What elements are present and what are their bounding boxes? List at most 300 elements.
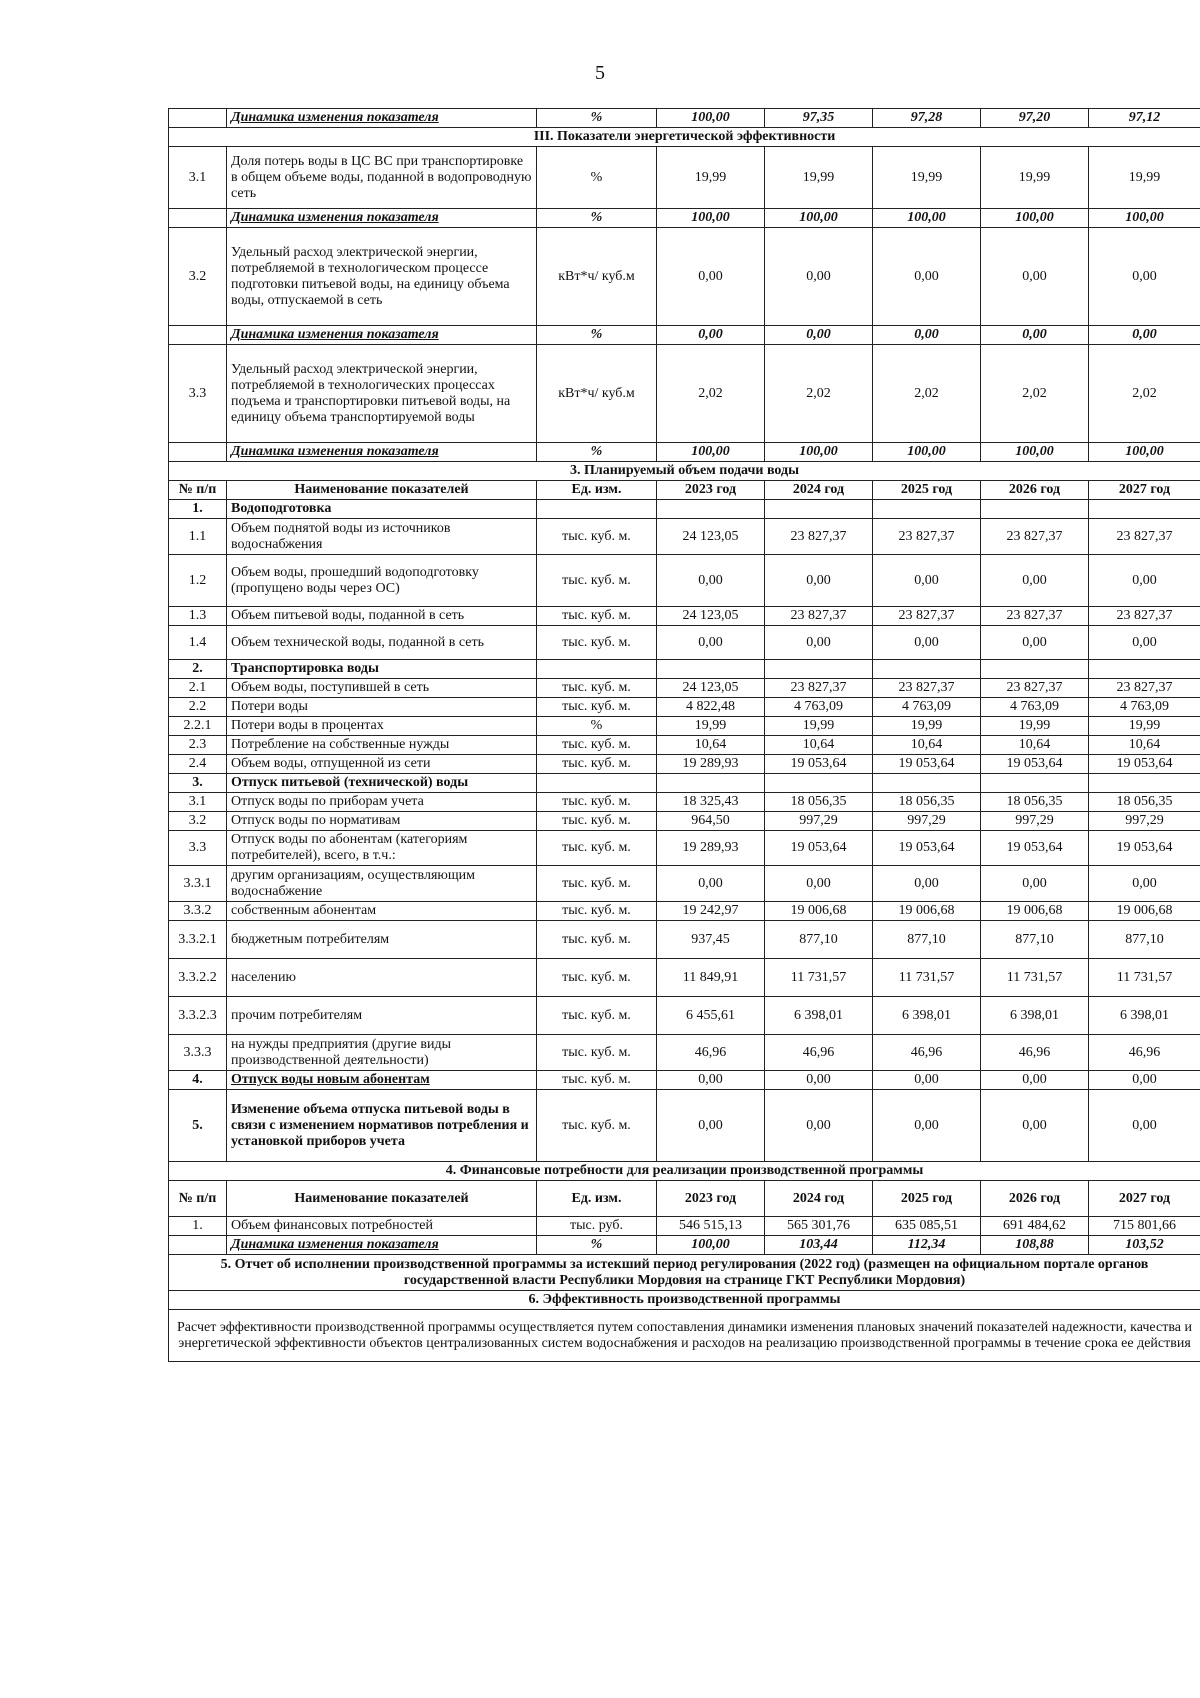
row-value-2024: 46,96 bbox=[765, 1035, 873, 1071]
row-name: Отпуск воды новым абонентам bbox=[227, 1071, 537, 1090]
volume-row bbox=[169, 866, 1200, 902]
volume-row bbox=[169, 660, 1200, 679]
row-value-2023: 0,00 bbox=[657, 626, 765, 660]
efficiency-text-row bbox=[169, 1310, 1200, 1362]
column-header: 2026 год bbox=[981, 1181, 1089, 1217]
row-unit: кВт*ч/ куб.м bbox=[537, 228, 657, 326]
row-value-2027: 19,99 bbox=[1089, 147, 1200, 209]
row-value-2025: 11 731,57 bbox=[873, 959, 981, 997]
row-number: 1.3 bbox=[169, 607, 227, 626]
volume-row bbox=[169, 1090, 1200, 1162]
dynamics-label: Динамика изменения показателя bbox=[227, 209, 537, 228]
dynamics-row bbox=[169, 1236, 1200, 1255]
row-value-2027: 19 053,64 bbox=[1089, 755, 1200, 774]
volume-row bbox=[169, 698, 1200, 717]
column-header: Ед. изм. bbox=[537, 481, 657, 500]
row-value-2025: 10,64 bbox=[873, 736, 981, 755]
volume-row bbox=[169, 793, 1200, 812]
dynamics-label: Динамика изменения показателя bbox=[227, 109, 537, 128]
dynamics-value-2023: 100,00 bbox=[657, 209, 765, 228]
row-value-2027: 0,00 bbox=[1089, 866, 1200, 902]
row-value-2026: 2,02 bbox=[981, 345, 1089, 443]
row-value-2023: 19 289,93 bbox=[657, 755, 765, 774]
column-header: Ед. изм. bbox=[537, 1181, 657, 1217]
row-value-2023: 937,45 bbox=[657, 921, 765, 959]
row-value-2024: 0,00 bbox=[765, 866, 873, 902]
row-unit: тыс. куб. м. bbox=[537, 755, 657, 774]
row-value-2025 bbox=[873, 774, 981, 793]
row-value-2026: 19,99 bbox=[981, 717, 1089, 736]
row-unit: тыс. куб. м. bbox=[537, 1035, 657, 1071]
column-header: № п/п bbox=[169, 481, 227, 500]
dynamics-value-2024: 103,44 bbox=[765, 1236, 873, 1255]
volume-row bbox=[169, 997, 1200, 1035]
row-value-2024: 23 827,37 bbox=[765, 607, 873, 626]
dynamics-unit: % bbox=[537, 109, 657, 128]
row-value-2024: 4 763,09 bbox=[765, 698, 873, 717]
row-value-2025: 19,99 bbox=[873, 717, 981, 736]
row-value-2027: 997,29 bbox=[1089, 812, 1200, 831]
row-value-2025: 4 763,09 bbox=[873, 698, 981, 717]
row-value-2027 bbox=[1089, 774, 1200, 793]
row-value-2026: 0,00 bbox=[981, 626, 1089, 660]
volume-row bbox=[169, 902, 1200, 921]
dynamics-value-2025: 0,00 bbox=[873, 326, 981, 345]
row-value-2023: 2,02 bbox=[657, 345, 765, 443]
row-value-2027 bbox=[1089, 660, 1200, 679]
row-value-2023: 19,99 bbox=[657, 147, 765, 209]
row-name: Объем финансовых потребностей bbox=[227, 1217, 537, 1236]
row-value-2026: 6 398,01 bbox=[981, 997, 1089, 1035]
row-value-2024: 565 301,76 bbox=[765, 1217, 873, 1236]
energy-row bbox=[169, 147, 1200, 209]
row-unit bbox=[537, 660, 657, 679]
dynamics-value-2023: 100,00 bbox=[657, 109, 765, 128]
volume-row bbox=[169, 717, 1200, 736]
row-value-2024 bbox=[765, 660, 873, 679]
row-number: 3.3.2 bbox=[169, 902, 227, 921]
row-value-2023: 19 289,93 bbox=[657, 831, 765, 866]
row-number: 2.1 bbox=[169, 679, 227, 698]
dynamics-value-2027: 0,00 bbox=[1089, 326, 1200, 345]
row-value-2026: 23 827,37 bbox=[981, 607, 1089, 626]
row-value-2023: 0,00 bbox=[657, 1090, 765, 1162]
row-value-2024: 19,99 bbox=[765, 147, 873, 209]
row-value-2027: 0,00 bbox=[1089, 1071, 1200, 1090]
row-value-2024: 19,99 bbox=[765, 717, 873, 736]
row-name: Удельный расход электрической энергии, потребляемой в технологических процессах подъема и транспортировки питьевой воды, на единицу объема транспортируемой воды bbox=[227, 345, 537, 443]
dynamics-value-2026: 100,00 bbox=[981, 443, 1089, 462]
section-header-volume bbox=[169, 462, 1200, 481]
energy-row bbox=[169, 345, 1200, 443]
dynamics-value-2023: 100,00 bbox=[657, 443, 765, 462]
row-value-2025 bbox=[873, 660, 981, 679]
row-value-2024: 19 006,68 bbox=[765, 902, 873, 921]
column-header: 2024 год bbox=[765, 1181, 873, 1217]
row-value-2024: 997,29 bbox=[765, 812, 873, 831]
column-header: 2024 год bbox=[765, 481, 873, 500]
section-header-finance bbox=[169, 1162, 1200, 1181]
column-header: 2027 год bbox=[1089, 481, 1200, 500]
row-value-2026: 0,00 bbox=[981, 866, 1089, 902]
row-name: Удельный расход электрической энергии, потребляемой в технологическом процессе подготовки питьевой воды, на единицу объема воды, отпускаемой в сеть bbox=[227, 228, 537, 326]
row-unit: тыс. куб. м. bbox=[537, 626, 657, 660]
row-value-2025: 18 056,35 bbox=[873, 793, 981, 812]
row-value-2026: 4 763,09 bbox=[981, 698, 1089, 717]
row-value-2023: 46,96 bbox=[657, 1035, 765, 1071]
section-title: 4. Финансовые потребности для реализации производственной программы bbox=[169, 1162, 1200, 1181]
row-value-2024: 23 827,37 bbox=[765, 679, 873, 698]
dynamics-value-2025: 112,34 bbox=[873, 1236, 981, 1255]
row-value-2026 bbox=[981, 774, 1089, 793]
row-value-2026: 23 827,37 bbox=[981, 519, 1089, 555]
row-number: 3.1 bbox=[169, 793, 227, 812]
row-value-2024: 2,02 bbox=[765, 345, 873, 443]
row-name: на нужды предприятия (другие виды производственной деятельности) bbox=[227, 1035, 537, 1071]
row-value-2023: 10,64 bbox=[657, 736, 765, 755]
row-value-2025: 635 085,51 bbox=[873, 1217, 981, 1236]
row-number: 3.3.2.1 bbox=[169, 921, 227, 959]
row-value-2023: 11 849,91 bbox=[657, 959, 765, 997]
dynamics-value-2026: 100,00 bbox=[981, 209, 1089, 228]
dynamics-unit: % bbox=[537, 209, 657, 228]
dynamics-unit: % bbox=[537, 326, 657, 345]
document-table-container bbox=[168, 108, 1200, 1362]
row-value-2026: 19 053,64 bbox=[981, 831, 1089, 866]
row-unit: тыс. куб. м. bbox=[537, 831, 657, 866]
row-value-2027 bbox=[1089, 500, 1200, 519]
row-value-2027: 23 827,37 bbox=[1089, 607, 1200, 626]
row-value-2025: 19 053,64 bbox=[873, 831, 981, 866]
row-value-2025: 877,10 bbox=[873, 921, 981, 959]
volume-row bbox=[169, 500, 1200, 519]
column-header: 2025 год bbox=[873, 1181, 981, 1217]
row-value-2023: 0,00 bbox=[657, 1071, 765, 1090]
row-value-2025 bbox=[873, 500, 981, 519]
row-value-2024: 10,64 bbox=[765, 736, 873, 755]
row-value-2024: 0,00 bbox=[765, 1090, 873, 1162]
volume-row bbox=[169, 959, 1200, 997]
row-value-2025: 0,00 bbox=[873, 228, 981, 326]
column-header: Наименование показателей bbox=[227, 1181, 537, 1217]
row-value-2025: 23 827,37 bbox=[873, 679, 981, 698]
dynamics-value-2023: 0,00 bbox=[657, 326, 765, 345]
row-value-2023 bbox=[657, 660, 765, 679]
row-value-2026: 877,10 bbox=[981, 921, 1089, 959]
row-value-2025: 0,00 bbox=[873, 626, 981, 660]
row-name: Потери воды bbox=[227, 698, 537, 717]
row-value-2027: 10,64 bbox=[1089, 736, 1200, 755]
row-value-2023: 24 123,05 bbox=[657, 519, 765, 555]
section-header-efficiency bbox=[169, 1291, 1200, 1310]
row-number: 1.2 bbox=[169, 555, 227, 607]
row-number: 3.2 bbox=[169, 812, 227, 831]
row-value-2026: 23 827,37 bbox=[981, 679, 1089, 698]
row-value-2027: 877,10 bbox=[1089, 921, 1200, 959]
row-name: прочим потребителям bbox=[227, 997, 537, 1035]
row-value-2027: 23 827,37 bbox=[1089, 519, 1200, 555]
finance-row bbox=[169, 1217, 1200, 1236]
row-value-2027: 0,00 bbox=[1089, 626, 1200, 660]
row-unit bbox=[537, 500, 657, 519]
row-number: 2. bbox=[169, 660, 227, 679]
row-value-2025: 19,99 bbox=[873, 147, 981, 209]
row-value-2023: 964,50 bbox=[657, 812, 765, 831]
row-value-2027: 6 398,01 bbox=[1089, 997, 1200, 1035]
dynamics-value-2026: 0,00 bbox=[981, 326, 1089, 345]
row-unit: тыс. куб. м. bbox=[537, 997, 657, 1035]
volume-row bbox=[169, 679, 1200, 698]
section-title: 3. Планируемый объем подачи воды bbox=[169, 462, 1200, 481]
row-value-2025: 46,96 bbox=[873, 1035, 981, 1071]
dynamics-value-2026: 108,88 bbox=[981, 1236, 1089, 1255]
row-value-2026: 10,64 bbox=[981, 736, 1089, 755]
row-unit: тыс. куб. м. bbox=[537, 866, 657, 902]
row-name: Отпуск воды по абонентам (категориям потребителей), всего, в т.ч.: bbox=[227, 831, 537, 866]
dynamics-value-2024: 100,00 bbox=[765, 209, 873, 228]
row-value-2023: 19,99 bbox=[657, 717, 765, 736]
row-value-2024 bbox=[765, 774, 873, 793]
dynamics-value-2025: 100,00 bbox=[873, 443, 981, 462]
dynamics-row bbox=[169, 209, 1200, 228]
row-number: 1.4 bbox=[169, 626, 227, 660]
volume-row bbox=[169, 555, 1200, 607]
row-value-2024: 0,00 bbox=[765, 555, 873, 607]
row-number: 4. bbox=[169, 1071, 227, 1090]
row-value-2027: 46,96 bbox=[1089, 1035, 1200, 1071]
row-value-2024 bbox=[765, 500, 873, 519]
section-header-energy bbox=[169, 128, 1200, 147]
row-name: Транспортировка воды bbox=[227, 660, 537, 679]
row-unit: % bbox=[537, 147, 657, 209]
row-value-2027: 0,00 bbox=[1089, 555, 1200, 607]
efficiency-text: Расчет эффективности производственной программы осуществляется путем сопоставления динамики изменения плановых значений показателей надежности, качества и энергетической эффективности объектов централизованных систем водоснабжения и расходов на реализацию производственной программы в течение срока ее действия bbox=[169, 1310, 1200, 1362]
row-unit bbox=[537, 774, 657, 793]
row-number bbox=[169, 443, 227, 462]
dynamics-unit: % bbox=[537, 443, 657, 462]
row-value-2023: 4 822,48 bbox=[657, 698, 765, 717]
row-number: 5. bbox=[169, 1090, 227, 1162]
row-number bbox=[169, 1236, 227, 1255]
row-value-2023: 24 123,05 bbox=[657, 607, 765, 626]
column-header-row bbox=[169, 481, 1200, 500]
row-value-2026: 19 053,64 bbox=[981, 755, 1089, 774]
row-name: Отпуск питьевой (технической) воды bbox=[227, 774, 537, 793]
row-value-2025: 23 827,37 bbox=[873, 519, 981, 555]
dynamics-value-2025: 100,00 bbox=[873, 209, 981, 228]
row-value-2025: 23 827,37 bbox=[873, 607, 981, 626]
row-number: 3.2 bbox=[169, 228, 227, 326]
row-name: бюджетным потребителям bbox=[227, 921, 537, 959]
row-value-2027: 0,00 bbox=[1089, 1090, 1200, 1162]
row-value-2023: 546 515,13 bbox=[657, 1217, 765, 1236]
column-header: 2025 год bbox=[873, 481, 981, 500]
dynamics-value-2024: 100,00 bbox=[765, 443, 873, 462]
section-title: III. Показатели энергетической эффективности bbox=[169, 128, 1200, 147]
volume-row bbox=[169, 921, 1200, 959]
row-name: Объем технической воды, поданной в сеть bbox=[227, 626, 537, 660]
row-unit: % bbox=[537, 717, 657, 736]
row-value-2027: 19 006,68 bbox=[1089, 902, 1200, 921]
row-value-2026: 691 484,62 bbox=[981, 1217, 1089, 1236]
row-value-2026: 0,00 bbox=[981, 1071, 1089, 1090]
row-number: 3.3.3 bbox=[169, 1035, 227, 1071]
column-header: 2027 год bbox=[1089, 1181, 1200, 1217]
row-name: Потери воды в процентах bbox=[227, 717, 537, 736]
row-number: 1.1 bbox=[169, 519, 227, 555]
row-name: Объем воды, поступившей в сеть bbox=[227, 679, 537, 698]
column-header: 2023 год bbox=[657, 481, 765, 500]
row-unit: тыс. куб. м. bbox=[537, 959, 657, 997]
row-value-2024: 877,10 bbox=[765, 921, 873, 959]
row-name: Объем питьевой воды, поданной в сеть bbox=[227, 607, 537, 626]
volume-row bbox=[169, 736, 1200, 755]
dynamics-row bbox=[169, 326, 1200, 345]
volume-row bbox=[169, 831, 1200, 866]
volume-row bbox=[169, 1035, 1200, 1071]
row-name: Водоподготовка bbox=[227, 500, 537, 519]
row-value-2023: 0,00 bbox=[657, 228, 765, 326]
row-value-2026 bbox=[981, 660, 1089, 679]
row-number: 2.4 bbox=[169, 755, 227, 774]
row-number: 2.3 bbox=[169, 736, 227, 755]
row-value-2023: 18 325,43 bbox=[657, 793, 765, 812]
dynamics-value-2027: 103,52 bbox=[1089, 1236, 1200, 1255]
row-number: 3.3.2.3 bbox=[169, 997, 227, 1035]
row-value-2026: 0,00 bbox=[981, 228, 1089, 326]
row-value-2024: 23 827,37 bbox=[765, 519, 873, 555]
dynamics-value-2027: 100,00 bbox=[1089, 443, 1200, 462]
row-number: 2.2 bbox=[169, 698, 227, 717]
row-value-2023: 0,00 bbox=[657, 866, 765, 902]
row-value-2025: 0,00 bbox=[873, 1090, 981, 1162]
row-value-2024: 6 398,01 bbox=[765, 997, 873, 1035]
row-value-2026: 11 731,57 bbox=[981, 959, 1089, 997]
row-unit: тыс. куб. м. bbox=[537, 607, 657, 626]
volume-row bbox=[169, 607, 1200, 626]
dynamics-label: Динамика изменения показателя bbox=[227, 1236, 537, 1255]
volume-row bbox=[169, 812, 1200, 831]
row-name: Объем воды, прошедший водоподготовку (пропущено воды через ОС) bbox=[227, 555, 537, 607]
row-value-2026 bbox=[981, 500, 1089, 519]
volume-row bbox=[169, 626, 1200, 660]
row-number: 1. bbox=[169, 1217, 227, 1236]
row-value-2026: 0,00 bbox=[981, 555, 1089, 607]
row-value-2025: 0,00 bbox=[873, 866, 981, 902]
report-title: 5. Отчет об исполнении производственной программы за истекший период регулирования (2022 год) (размещен на официальном портале органов государственной власти Республики Мордовия на странице ГКТ Республики Мордовия) bbox=[169, 1255, 1200, 1291]
row-unit: тыс. куб. м. bbox=[537, 519, 657, 555]
row-number: 3.3.1 bbox=[169, 866, 227, 902]
row-value-2025: 997,29 bbox=[873, 812, 981, 831]
row-value-2024: 18 056,35 bbox=[765, 793, 873, 812]
row-value-2023: 6 455,61 bbox=[657, 997, 765, 1035]
row-value-2024: 0,00 bbox=[765, 626, 873, 660]
row-value-2024: 19 053,64 bbox=[765, 831, 873, 866]
row-value-2025: 19 006,68 bbox=[873, 902, 981, 921]
dynamics-row bbox=[169, 443, 1200, 462]
volume-row bbox=[169, 519, 1200, 555]
row-number: 3.3.2.2 bbox=[169, 959, 227, 997]
row-value-2027: 11 731,57 bbox=[1089, 959, 1200, 997]
row-value-2025: 0,00 bbox=[873, 1071, 981, 1090]
row-value-2025: 0,00 bbox=[873, 555, 981, 607]
row-unit: тыс. куб. м. bbox=[537, 793, 657, 812]
row-value-2027: 23 827,37 bbox=[1089, 679, 1200, 698]
row-value-2027: 0,00 bbox=[1089, 228, 1200, 326]
row-unit: кВт*ч/ куб.м bbox=[537, 345, 657, 443]
row-value-2023 bbox=[657, 500, 765, 519]
row-name: Потребление на собственные нужды bbox=[227, 736, 537, 755]
row-number: 3. bbox=[169, 774, 227, 793]
row-value-2024: 11 731,57 bbox=[765, 959, 873, 997]
row-unit: тыс. куб. м. bbox=[537, 555, 657, 607]
dynamics-row bbox=[169, 109, 1200, 128]
row-number: 2.2.1 bbox=[169, 717, 227, 736]
dynamics-value-2026: 97,20 bbox=[981, 109, 1089, 128]
dynamics-value-2027: 97,12 bbox=[1089, 109, 1200, 128]
row-unit: тыс. куб. м. bbox=[537, 698, 657, 717]
column-header: № п/п bbox=[169, 1181, 227, 1217]
row-value-2027: 715 801,66 bbox=[1089, 1217, 1200, 1236]
dynamics-value-2025: 97,28 bbox=[873, 109, 981, 128]
row-value-2024: 19 053,64 bbox=[765, 755, 873, 774]
row-value-2027: 18 056,35 bbox=[1089, 793, 1200, 812]
row-value-2025: 6 398,01 bbox=[873, 997, 981, 1035]
row-unit: тыс. руб. bbox=[537, 1217, 657, 1236]
section-report bbox=[169, 1255, 1200, 1291]
dynamics-value-2024: 97,35 bbox=[765, 109, 873, 128]
dynamics-unit: % bbox=[537, 1236, 657, 1255]
energy-row bbox=[169, 228, 1200, 326]
row-name: Объем поднятой воды из источников водоснабжения bbox=[227, 519, 537, 555]
row-name: Изменение объема отпуска питьевой воды в связи с изменением нормативов потребления и установкой приборов учета bbox=[227, 1090, 537, 1162]
row-number: 1. bbox=[169, 500, 227, 519]
row-name: населению bbox=[227, 959, 537, 997]
row-value-2026: 19,99 bbox=[981, 147, 1089, 209]
page-number: 5 bbox=[595, 62, 605, 84]
row-number: 3.3 bbox=[169, 831, 227, 866]
column-header: Наименование показателей bbox=[227, 481, 537, 500]
dynamics-value-2024: 0,00 bbox=[765, 326, 873, 345]
volume-row bbox=[169, 1071, 1200, 1090]
row-name: Отпуск воды по нормативам bbox=[227, 812, 537, 831]
row-name: собственным абонентам bbox=[227, 902, 537, 921]
dynamics-label: Динамика изменения показателя bbox=[227, 443, 537, 462]
row-value-2026: 18 056,35 bbox=[981, 793, 1089, 812]
row-value-2026: 997,29 bbox=[981, 812, 1089, 831]
row-number: 3.1 bbox=[169, 147, 227, 209]
row-value-2024: 0,00 bbox=[765, 1071, 873, 1090]
row-name: Объем воды, отпущенной из сети bbox=[227, 755, 537, 774]
row-number bbox=[169, 109, 227, 128]
row-value-2023 bbox=[657, 774, 765, 793]
row-value-2025: 19 053,64 bbox=[873, 755, 981, 774]
dynamics-label: Динамика изменения показателя bbox=[227, 326, 537, 345]
row-number bbox=[169, 209, 227, 228]
finance-header-row bbox=[169, 1181, 1200, 1217]
row-value-2027: 19,99 bbox=[1089, 717, 1200, 736]
program-table bbox=[168, 108, 1200, 1362]
row-value-2027: 2,02 bbox=[1089, 345, 1200, 443]
row-value-2024: 0,00 bbox=[765, 228, 873, 326]
row-unit: тыс. куб. м. bbox=[537, 736, 657, 755]
row-unit: тыс. куб. м. bbox=[537, 902, 657, 921]
dynamics-value-2027: 100,00 bbox=[1089, 209, 1200, 228]
row-unit: тыс. куб. м. bbox=[537, 1090, 657, 1162]
row-value-2025: 2,02 bbox=[873, 345, 981, 443]
row-unit: тыс. куб. м. bbox=[537, 812, 657, 831]
dynamics-value-2023: 100,00 bbox=[657, 1236, 765, 1255]
